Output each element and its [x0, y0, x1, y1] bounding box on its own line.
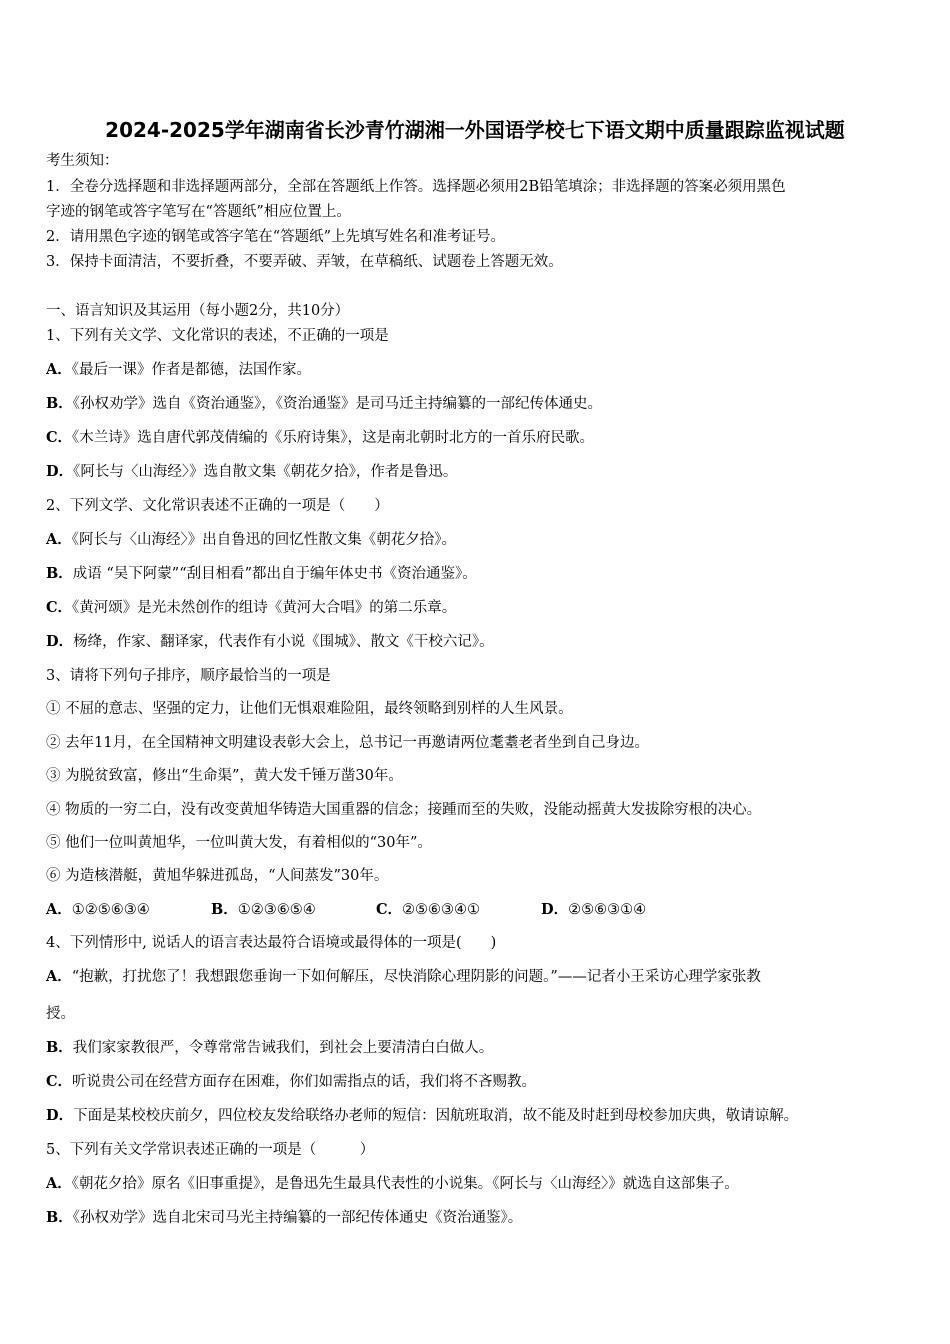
q5-stem: 5、下列有关文学常识表述正确的一项是（ ）	[46, 1142, 375, 1158]
option-text: 下面是某校校庆前夕，四位校友发给联络办老师的短信：因航班取消，故不能及时赶到母校参加庆典，敬请谅解。	[73, 1108, 799, 1124]
option-label: A．	[46, 968, 72, 985]
q4-option-b	[46, 1039, 493, 1057]
q5-option-b	[46, 1209, 522, 1227]
option-text: 杨绛，作家、翻译家，代表作有小说《围城》、散文《干校六记》。	[73, 634, 494, 650]
notice-item-1: 1．全卷分选择题和非选择题两部分，全部在答题纸上作答。选择题必须用2B铅笔填涂；非选择题的答案必须用黑色	[46, 179, 786, 195]
option-text: 《阿长与〈山海经〉》出自鲁迅的回忆性散文集《朝花夕拾》。	[71, 532, 457, 548]
q4-option-d	[46, 1107, 798, 1125]
section-heading: 一、语言知识及其运用（每小题2分，共10分）	[46, 303, 350, 319]
option-label: B．	[46, 565, 73, 582]
option-text: 《木兰诗》选自唐代郭茂倩编的《乐府诗集》，这是南北朝时北方的一首乐府民歌。	[72, 430, 595, 446]
q1-option-c	[46, 429, 594, 447]
q3-sentence-5: ⑤ 他们一位叫黄旭华，一位叫黄大发，有着相似的“30年”。	[46, 835, 432, 851]
option-label: D．	[46, 1107, 74, 1124]
q2-option-d	[46, 633, 494, 651]
exam-title	[0, 114, 950, 143]
option-label: A．	[46, 901, 72, 918]
option-text: 《黄河颂》是光未然创作的组诗《黄河大合唱》的第二乐章。	[72, 600, 457, 616]
q1-option-b	[46, 395, 602, 413]
notice-heading: 考生须知：	[46, 153, 119, 169]
q2-option-a	[46, 531, 456, 549]
q2-option-c	[46, 599, 456, 617]
option-label: C．	[46, 599, 73, 616]
notice-item-2: 2．请用黑色字迹的钢笔或答字笔在“答题纸”上先填写姓名和准考证号。	[46, 229, 506, 245]
q1-stem: 1、下列有关文学、文化常识的表述，不正确的一项是	[46, 328, 389, 344]
option-text: 听说贵公司在经营方面存在困难，你们如需指点的话，我们将不吝赐教。	[72, 1074, 537, 1090]
q4-option-a-cont	[46, 1005, 75, 1023]
option-text: 《朝花夕拾》原名《旧事重提》，是鲁迅先生最具代表性的小说集。《阿长与〈山海经〉》就选自这部集子。	[71, 1176, 739, 1192]
option-label: C．	[376, 901, 403, 918]
option-label: A．	[46, 531, 72, 548]
q5-option-a	[46, 1175, 739, 1193]
q3-option-b	[211, 901, 376, 919]
q3-stem: 3、请将下列句子排序，顺序最恰当的一项是	[46, 668, 331, 684]
option-text: “抱歉，打扰您了！我想跟您垂询一下如何解压，尽快消除心理阴影的问题。”——记者小王采访心理学家张教	[71, 969, 761, 985]
option-label: B．	[46, 1209, 73, 1226]
q3-sentence-3: ③ 为脱贫致富，修出“生命渠”，黄大发千锤万凿30年。	[46, 768, 403, 784]
q2-stem: 2、下列文学、文化常识表述不正确的一项是（ ）	[46, 498, 389, 514]
q2-option-b	[46, 565, 477, 583]
option-label: B．	[46, 1039, 73, 1056]
option-text: 《最后一课》作者是都德，法国作家。	[71, 362, 312, 378]
q1-option-a	[46, 361, 311, 379]
option-label: C．	[46, 429, 73, 446]
option-text: 《孙权劝学》选自《资治通鉴》，《资治通鉴》是司马迁主持编纂的一部纪传体通史。	[72, 396, 603, 412]
notice-item-1-cont: 字迹的钢笔或答字笔写在“答题纸”相应位置上。	[46, 204, 351, 220]
option-text: ①②③⑥⑤④	[237, 902, 316, 918]
q3-sentence-2: ② 去年11月，在全国精神文明建设表彰大会上，总书记一再邀请两位耄耋老者坐到自己身边。	[46, 735, 650, 751]
q3-option-c	[376, 901, 541, 919]
option-text: 《阿长与〈山海经〉》选自散文集《朝花夕拾》，作者是鲁迅。	[73, 464, 458, 480]
q4-option-a	[46, 968, 761, 986]
option-label: B．	[46, 395, 73, 412]
option-label: B．	[211, 901, 238, 918]
option-text: 《孙权劝学》选自北宋司马光主持编纂的一部纪传体通史《资治通鉴》。	[72, 1210, 523, 1226]
q1-option-d	[46, 463, 457, 481]
option-text: 成语 “吴下阿蒙”“刮目相看”都出自于编年体史书《资治通鉴》。	[72, 566, 477, 582]
q3-sentence-4: ④ 物质的一穷二白，没有改变黄旭华铸造大国重器的信念；接踵而至的失败，没能动摇黄大发拔除穷根的决心。	[46, 802, 762, 818]
option-text: 我们家家教很严，令尊常常告诫我们，到社会上要清清白白做人。	[72, 1040, 494, 1056]
option-text: ②⑤⑥③①④	[568, 902, 647, 918]
option-text: 授。	[46, 1006, 75, 1022]
notice-item-3: 3．保持卡面清洁，不要折叠，不要弄破、弄皱，在草稿纸、试题卷上答题无效。	[46, 254, 563, 270]
option-label: A．	[46, 1175, 72, 1192]
q3-sentence-6: ⑥ 为造核潜艇，黄旭华躲进孤岛，“人间蒸发”30年。	[46, 868, 389, 884]
option-label: D．	[46, 633, 74, 650]
q4-stem: 4、下列情形中, 说话人的语言表达最符合语境或最得体的一项是( )	[46, 935, 497, 951]
option-label: C．	[46, 1073, 73, 1090]
q3-option-a	[46, 901, 211, 919]
option-label: D．	[541, 901, 569, 918]
q3-options	[46, 901, 646, 919]
option-label: A．	[46, 361, 72, 378]
q4-option-c	[46, 1073, 536, 1091]
option-label: D．	[46, 463, 74, 480]
exam-title-text: 2024-2025学年湖南省长沙青竹湖湘一外国语学校七下语文期中质量跟踪监视试题	[105, 118, 845, 142]
option-text: ①②⑤⑥③④	[71, 902, 150, 918]
q3-sentence-1: ① 不屈的意志、坚强的定力，让他们无惧艰难险阻，最终领略到别样的人生风景。	[46, 701, 573, 717]
q3-option-d	[541, 901, 646, 919]
option-text: ②⑤⑥③④①	[402, 902, 481, 918]
